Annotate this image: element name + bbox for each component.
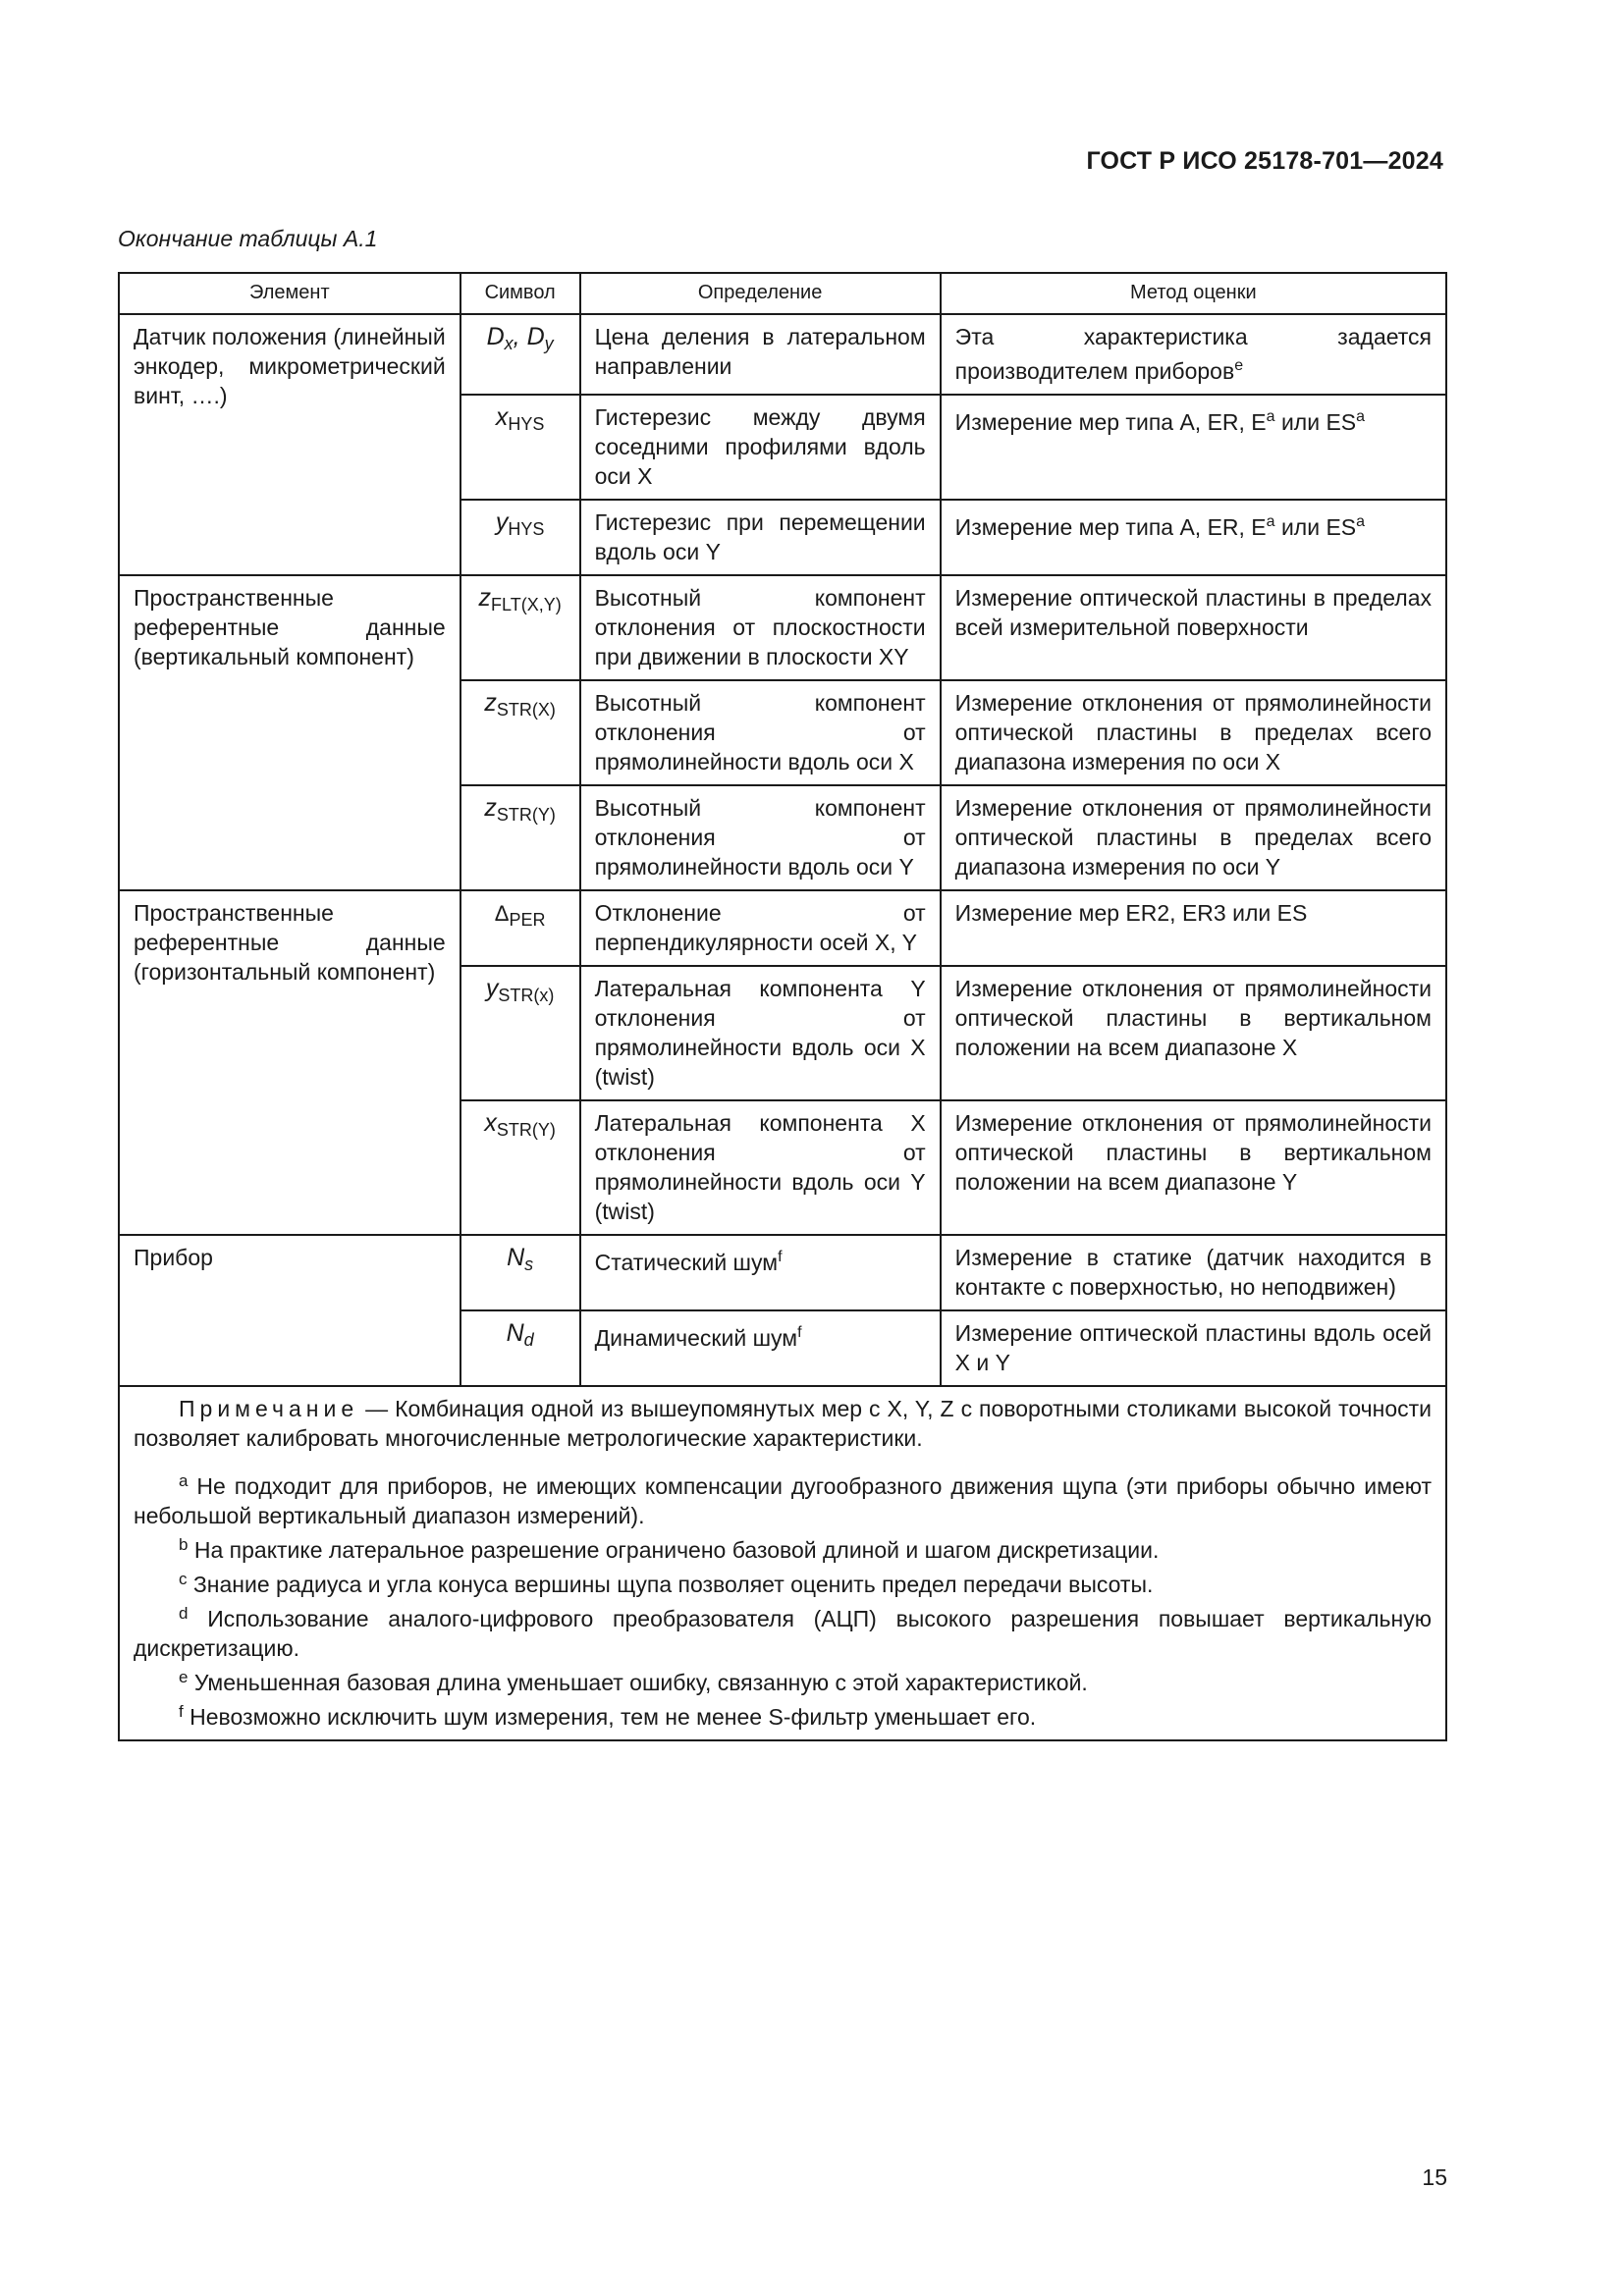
element-cell: Датчик положения (линейный энкодер, микрометрический винт, ….) [119, 314, 460, 575]
method-cell: Эта характеристика задается производителем приборов$^e$ [941, 314, 1446, 395]
symbol-cell: $x_{STR(Y)}$ [460, 1100, 580, 1235]
element-cell: Пространственные референтные данные (горизонтальный компонент) [119, 890, 460, 1235]
symbol-cell: $y_{HYS}$ [460, 500, 580, 575]
symbol-cell: $D_x$, $D_y$ [460, 314, 580, 395]
definition-cell: Статический шум$^f$ [580, 1235, 941, 1310]
element-cell: Прибор [119, 1235, 460, 1386]
definition-cell: Высотный компонент отклонения от прямолинейности вдоль оси Y [580, 785, 941, 890]
notes-cell [119, 1386, 1446, 1740]
table-row [119, 575, 1446, 680]
column-header-method: Метод оценки [941, 273, 1446, 314]
symbol-cell: $z_{FLT(X,Y)}$ [460, 575, 580, 680]
footnote-f: $^f$ Невозможно исключить шум измерения, тем не менее S-фильтр уменьшает его. [179, 1702, 1037, 1730]
symbol-cell: $x_{HYS}$ [460, 395, 580, 500]
footnote-e: $^e$ Уменьшенная базовая длина уменьшает ошибку, связанную с этой характеристикой. [179, 1668, 1088, 1695]
method-cell: Измерение мер типа A, ER, $E^a$ или $ES^a$ [941, 395, 1446, 500]
definition-cell: Высотный компонент отклонения от прямолинейности вдоль оси X [580, 680, 941, 785]
symbol-cell: $z_{STR(X)}$ [460, 680, 580, 785]
method-cell: Измерение в статике (датчик находится в контакте с поверхностью, но неподвижен) [941, 1235, 1446, 1310]
notes-row [119, 1386, 1446, 1740]
column-header-definition: Определение [580, 273, 941, 314]
definition-cell: Цена деления в латеральном направлении [580, 314, 941, 395]
method-cell: Измерение мер типа A, ER, $E^a$ или $ES^a$ [941, 500, 1446, 575]
method-cell: Измерение оптической пластины в пределах всей измерительной поверхности [941, 575, 1446, 680]
document-header: ГОСТ Р ИСО 25178-701—2024 [1086, 147, 1443, 175]
method-cell: Измерение отклонения от прямолинейности оптической пластины в пределах всего диапазона измерения по оси X [941, 680, 1446, 785]
column-header-element: Элемент [119, 273, 460, 314]
definition-cell: Гистерезис при перемещении вдоль оси Y [580, 500, 941, 575]
column-header-symbol: Символ [460, 273, 580, 314]
definition-cell: Латеральная компонента X отклонения от прямолинейности вдоль оси Y (twist) [580, 1100, 941, 1235]
page-number: 15 [1422, 2164, 1447, 2190]
method-cell: Измерение отклонения от прямолинейности оптической пластины в вертикальном положении на всем диапазоне X [941, 966, 1446, 1100]
table-row [119, 890, 1446, 966]
symbol-cell: $N_d$ [460, 1310, 580, 1386]
table-note: Примечание — Комбинация одной из вышеупомянутых мер с X, Y, Z с поворотными столиками высокой точности позволяет калибровать многочисленные метрологические характеристики. [134, 1396, 1432, 1451]
footnote-c: $^c$ Знание радиуса и угла конуса вершины щупа позволяет оценить предел передачи высоты. [179, 1570, 1154, 1597]
method-cell: Измерение отклонения от прямолинейности оптической пластины в вертикальном положении на всем диапазоне Y [941, 1100, 1446, 1235]
definition-cell: Латеральная компонента Y отклонения от прямолинейности вдоль оси X (twist) [580, 966, 941, 1100]
definition-cell: Отклонение от перпендикулярности осей X, Y [580, 890, 941, 966]
table-header-row [119, 273, 1446, 314]
table-row [119, 1235, 1446, 1310]
footnote-d: $^d$ Использование аналого-цифрового преобразователя (АЦП) высокого разрешения повышает вертикальную дискретизацию. [134, 1604, 1432, 1661]
footnote-a: $^a$ Не подходит для приборов, не имеющих компенсации дугообразного движения щупа (эти приборы обычно имеют небольшой вертикальный диапазон измерений). [134, 1471, 1432, 1528]
definition-cell: Гистерезис между двумя соседними профилями вдоль оси X [580, 395, 941, 500]
method-cell: Измерение отклонения от прямолинейности оптической пластины в пределах всего диапазона измерения по оси Y [941, 785, 1446, 890]
definition-cell: Динамический шум$^f$ [580, 1310, 941, 1386]
symbol-cell: $y_{STR(x)}$ [460, 966, 580, 1100]
symbol-cell: $N_s$ [460, 1235, 580, 1310]
table-row [119, 314, 1446, 395]
table-caption: Окончание таблицы А.1 [118, 226, 378, 251]
element-cell: Пространственные референтные данные (вертикальный компонент) [119, 575, 460, 890]
definition-cell: Высотный компонент отклонения от плоскостности при движении в плоскости XY [580, 575, 941, 680]
symbol-cell: $\Delta_{PER}$ [460, 890, 580, 966]
method-cell: Измерение оптической пластины вдоль осей X и Y [941, 1310, 1446, 1386]
metrology-table [118, 272, 1447, 1741]
symbol-cell: $z_{STR(Y)}$ [460, 785, 580, 890]
method-cell: Измерение мер ER2, ER3 или ES [941, 890, 1446, 966]
footnote-b: $^b$ На практике латеральное разрешение ограничено базовой длиной и шагом дискретизации. [179, 1535, 1160, 1563]
